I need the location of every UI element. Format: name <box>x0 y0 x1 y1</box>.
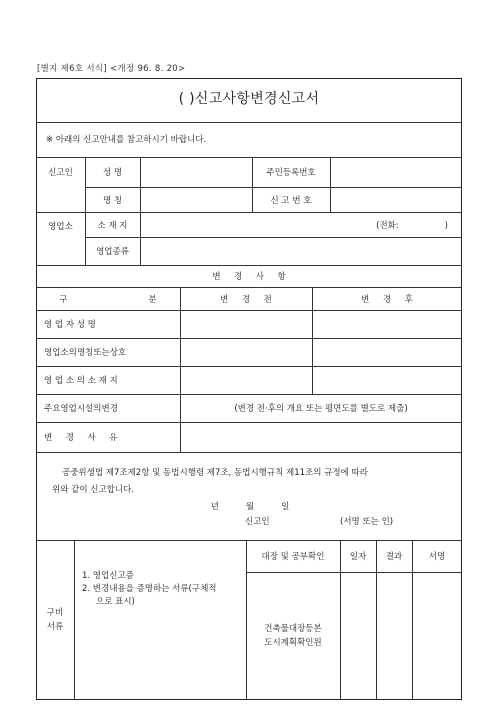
change-heading: 변 경 사 항 <box>212 272 286 282</box>
documents-label <box>36 540 74 700</box>
record-check-items <box>246 572 340 700</box>
change-reason-field[interactable] <box>180 422 462 452</box>
col-after: 변 경 후 <box>361 294 413 305</box>
form-title: ( )신고사항변경신고서 <box>178 91 320 107</box>
documents-label-line2: 서류 <box>46 622 64 632</box>
check-item-city-plan: 도시계획확인원 <box>264 638 322 648</box>
facility-note: (변경 전·후의 개요 또는 평면도를 별도로 제출) <box>234 404 408 414</box>
check-item-building-register: 건축물대장등본 <box>264 624 322 634</box>
form-header: [별지 제6호 서식] <개정 96. 8. 20> <box>37 64 186 74</box>
col-item: 구 분 <box>59 294 157 305</box>
declaration-date: 년 월 일 <box>210 502 290 512</box>
business-type-label: 영업종류 <box>96 247 129 257</box>
rrn-label: 주민등록번호 <box>266 168 316 178</box>
reporter-label: 신고인 <box>48 168 73 178</box>
documents-list <box>78 570 246 620</box>
report-number-label: 신 고 번 호 <box>270 195 312 206</box>
sign-hint: (서명 또는 인) <box>340 517 394 527</box>
signer-label: 신고인 <box>245 517 270 527</box>
row-business-address: 영 업 소 의 소 재 지 <box>44 376 118 386</box>
name-label: 성 명 <box>102 168 123 178</box>
col-result: 결과 <box>385 552 403 562</box>
phone-hint: (전화: ) <box>376 220 448 231</box>
name-field[interactable] <box>140 157 252 187</box>
business-label: 영업소 <box>48 222 73 232</box>
address-field[interactable] <box>140 212 462 237</box>
notice-text: ※ 아래의 신고안내를 참고하시기 바랍니다. <box>46 135 207 145</box>
business-type-field[interactable] <box>140 237 462 265</box>
address-label: 소 재 지 <box>97 220 128 231</box>
col-sign: 서명 <box>428 552 446 562</box>
document-item-1: 1. 영업신고증 <box>82 571 134 581</box>
row-change-reason: 변 경 사 유 <box>44 433 118 443</box>
row-facility-change: 주요영업시설의변경 <box>44 404 118 414</box>
col-before: 변 경 전 <box>220 294 272 305</box>
row-owner-name: 영 업 자 성 명 <box>44 320 96 330</box>
row-business-name: 영업소의명칭또는상호 <box>44 348 127 358</box>
declaration-text-2: 위와 같이 신고합니다. <box>52 485 135 495</box>
col-record-check: 대장 및 공부확인 <box>261 552 325 562</box>
document-item-2-cont: 으로 표시) <box>96 597 135 607</box>
documents-label-line1: 구비 <box>46 608 64 618</box>
declaration-text-1: 공중위생법 제7조제2항 및 동법시행령 제7조, 동법시행규칙 제11조의 규정에 따라 <box>62 468 368 478</box>
col-date: 일자 <box>349 552 367 562</box>
rrn-field[interactable] <box>330 157 462 187</box>
report-number-field[interactable] <box>330 187 462 212</box>
business-name-label: 명 칭 <box>102 195 123 206</box>
document-item-2: 2. 변경내용을 증명하는 서류(구체적 <box>82 584 217 594</box>
business-name-field[interactable] <box>140 187 252 212</box>
